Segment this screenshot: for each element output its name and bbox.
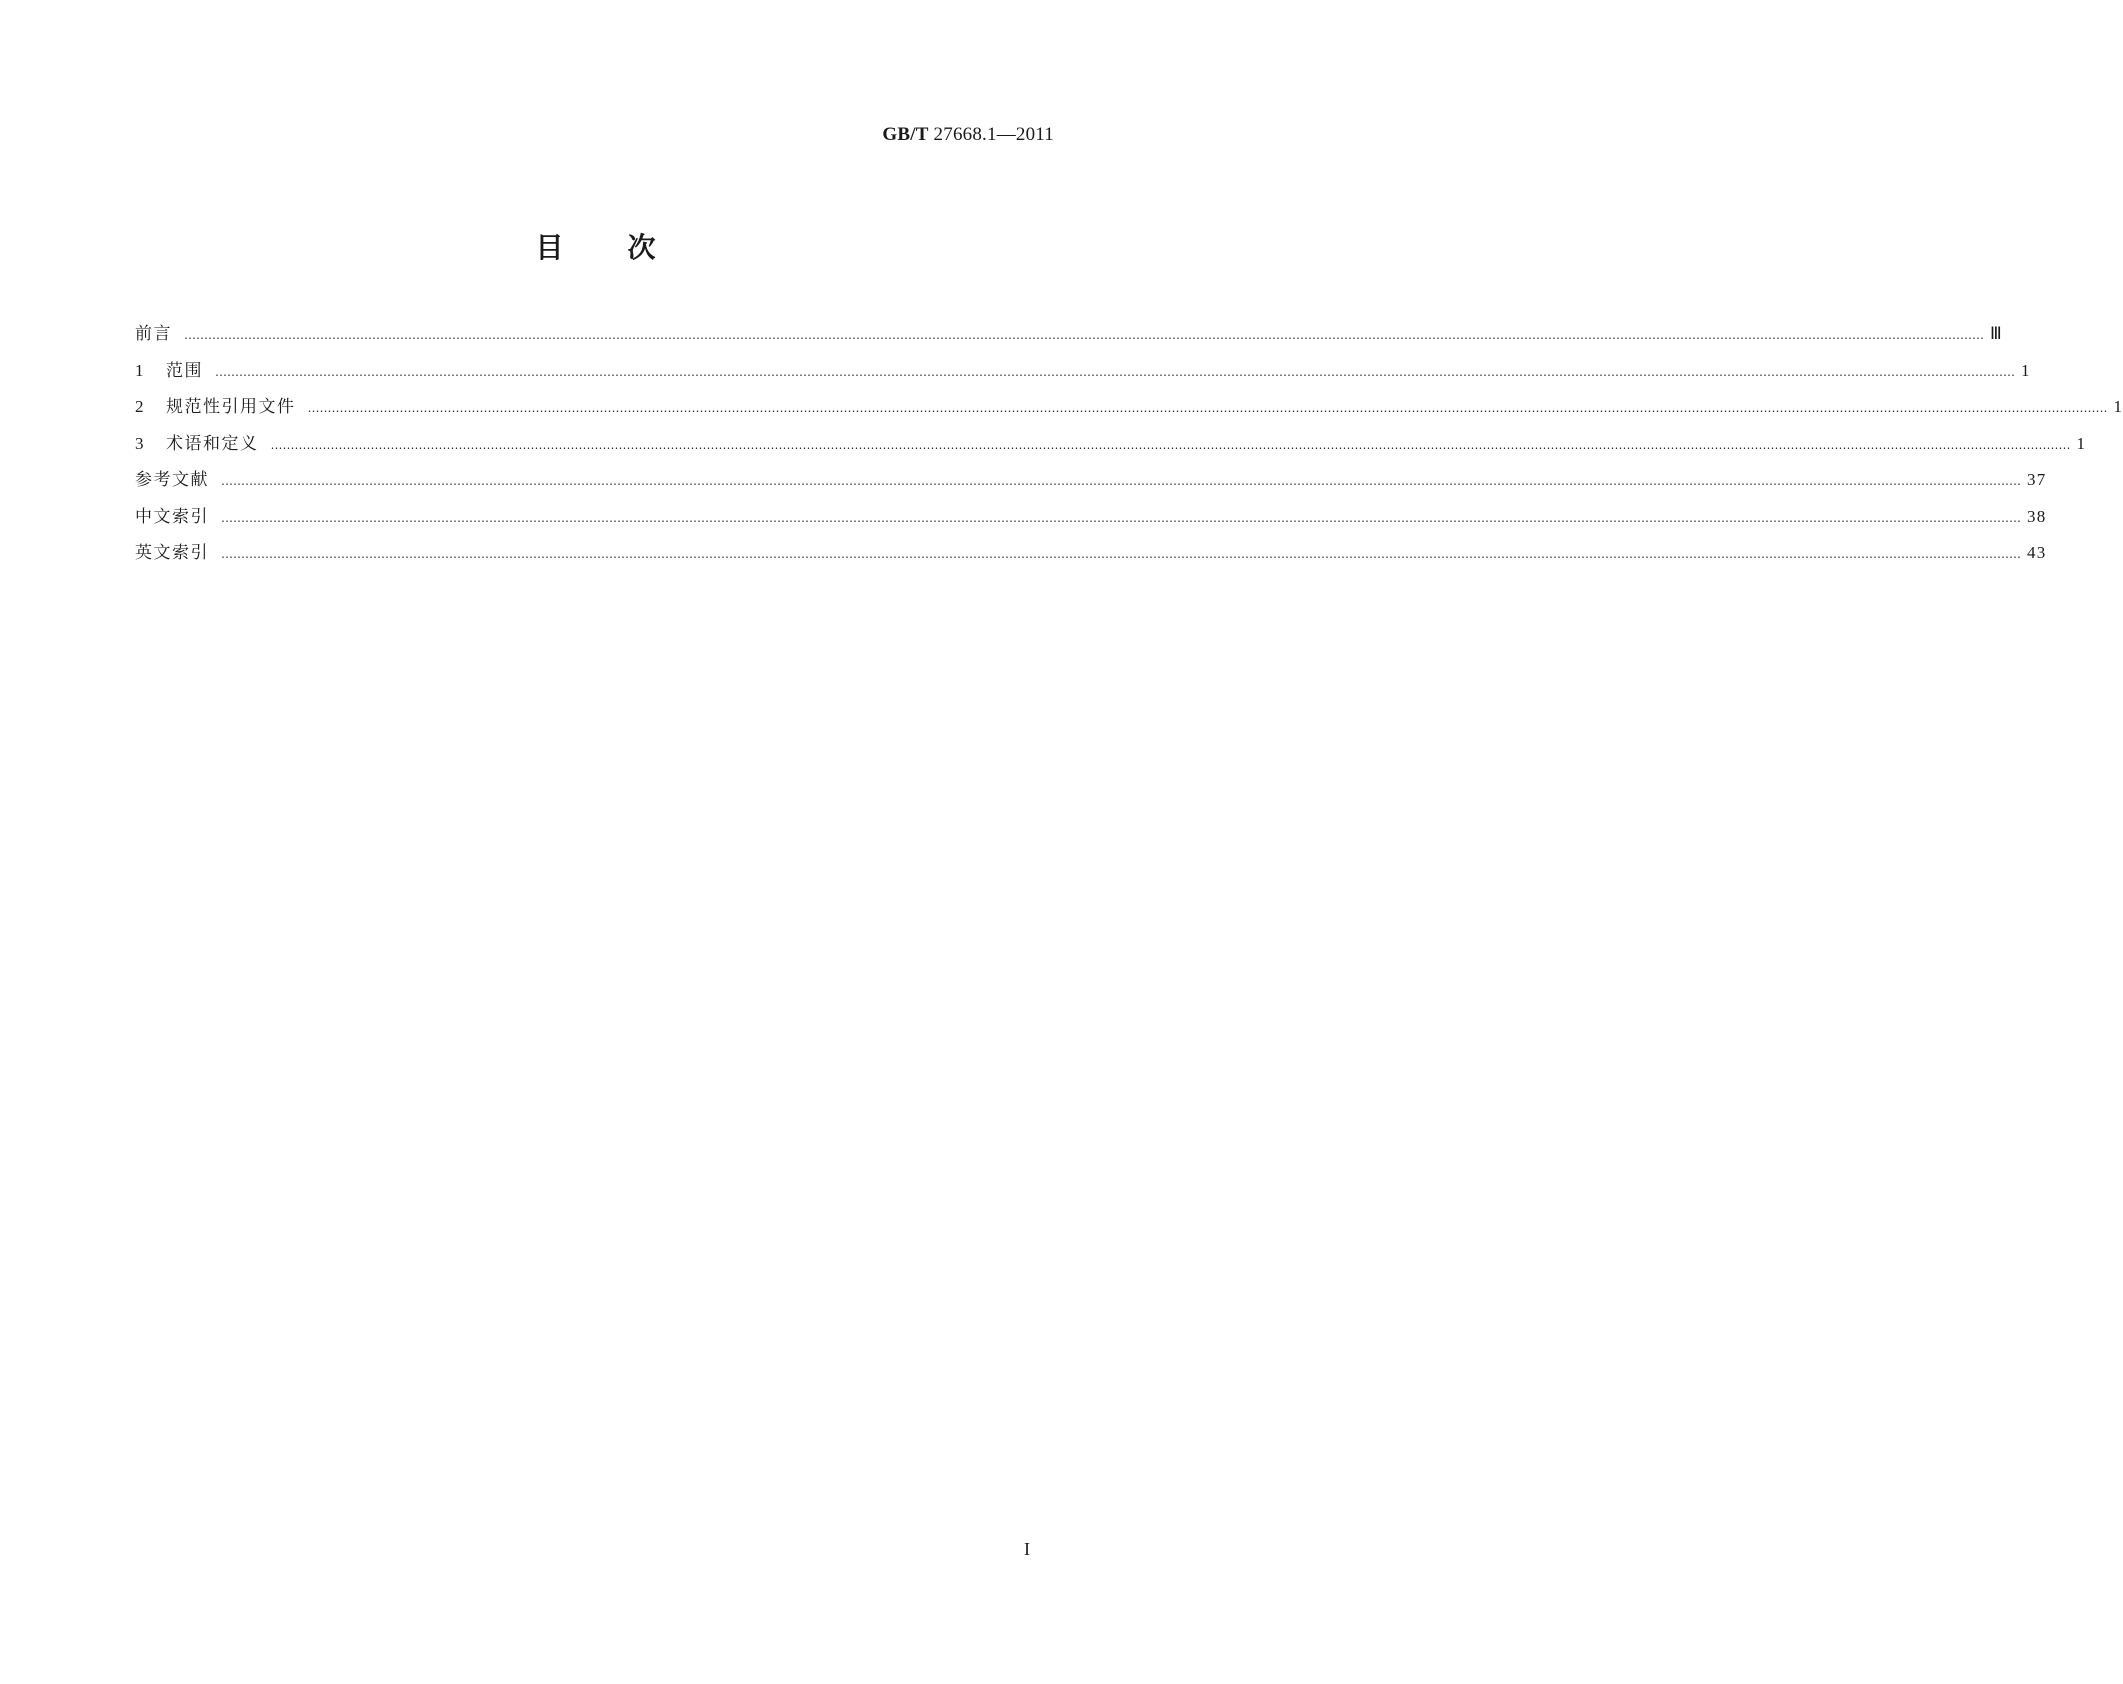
toc-entry-label: 范围 (166, 360, 203, 381)
toc-dot-leader: ……………………………………………………………………………………………………………………………………………………………………………………………………………………………………………………………………………………………………………………………………………………………………………………………………………… (221, 547, 2021, 561)
toc-dot-leader: ……………………………………………………………………………………………………………………………………………………………………………………………………………………………………………………………………………………………………………………………………………………………………………………………………………… (307, 401, 2108, 415)
toc-dot-leader: ……………………………………………………………………………………………………………………………………………………………………………………………………………………………………………………………………………………………………………………………………………………………………………………………………………… (215, 364, 2015, 379)
toc-entry-label: 前言 (135, 324, 172, 344)
toc-entry-scope[interactable] (135, 359, 2031, 396)
toc-entry-number: 3 (135, 433, 145, 453)
toc-title-char-2: 次 (627, 231, 656, 264)
toc-entry-page: 38 (2027, 506, 2047, 526)
toc-entry-page: 1 (2021, 360, 2031, 380)
toc-entry-foreword[interactable] (135, 322, 2003, 359)
toc-dot-leader: ……………………………………………………………………………………………………………………………………………………………………………………………………………………………………………………………………………………………………………………………………………………………………………………………………………… (184, 328, 1984, 342)
toc-entry-page: 37 (2027, 470, 2047, 489)
standard-number-value: 27668.1—2011 (933, 124, 1054, 145)
standard-prefix: GB/T (882, 124, 929, 145)
toc-entry-english-index[interactable] (135, 541, 2047, 578)
toc-entry-normative-references[interactable] (135, 395, 2123, 432)
toc-entry-label: 规范性引用文件 (166, 397, 296, 417)
toc-dot-leader: ……………………………………………………………………………………………………………………………………………………………………………………………………………………………………………………………………………………………………………………………………………………………………………………………………………… (270, 437, 2071, 452)
toc-entry-page: 1 (2076, 433, 2087, 453)
toc-entry-number: 2 (135, 397, 145, 416)
toc-entry-number: 1 (135, 360, 145, 380)
standard-number (882, 124, 1054, 146)
toc-title (0, 228, 1191, 268)
table-of-contents (135, 322, 2123, 578)
toc-entry-label: 英文索引 (135, 543, 209, 563)
toc-entry-terms-definitions[interactable] (135, 432, 2087, 469)
toc-dot-leader: ……………………………………………………………………………………………………………………………………………………………………………………………………………………………………………………………………………………………………………………………………………………………………………………………………………… (221, 474, 2021, 488)
toc-entry-page: 43 (2027, 543, 2047, 562)
page-number: I (1024, 1539, 1030, 1559)
toc-entry-page: 1 (2113, 397, 2123, 416)
toc-entry-label: 中文索引 (135, 506, 209, 527)
toc-title-char-1: 目 (535, 231, 564, 264)
toc-entry-page: Ⅲ (1990, 324, 2003, 343)
toc-entry-bibliography[interactable] (135, 468, 2047, 505)
toc-entry-chinese-index[interactable] (135, 505, 2047, 542)
toc-entry-label: 参考文献 (135, 470, 209, 490)
toc-dot-leader: ……………………………………………………………………………………………………………………………………………………………………………………………………………………………………………………………………………………………………………………………………………………………………………………………………………… (221, 510, 2021, 525)
toc-entry-label: 术语和定义 (166, 433, 259, 454)
